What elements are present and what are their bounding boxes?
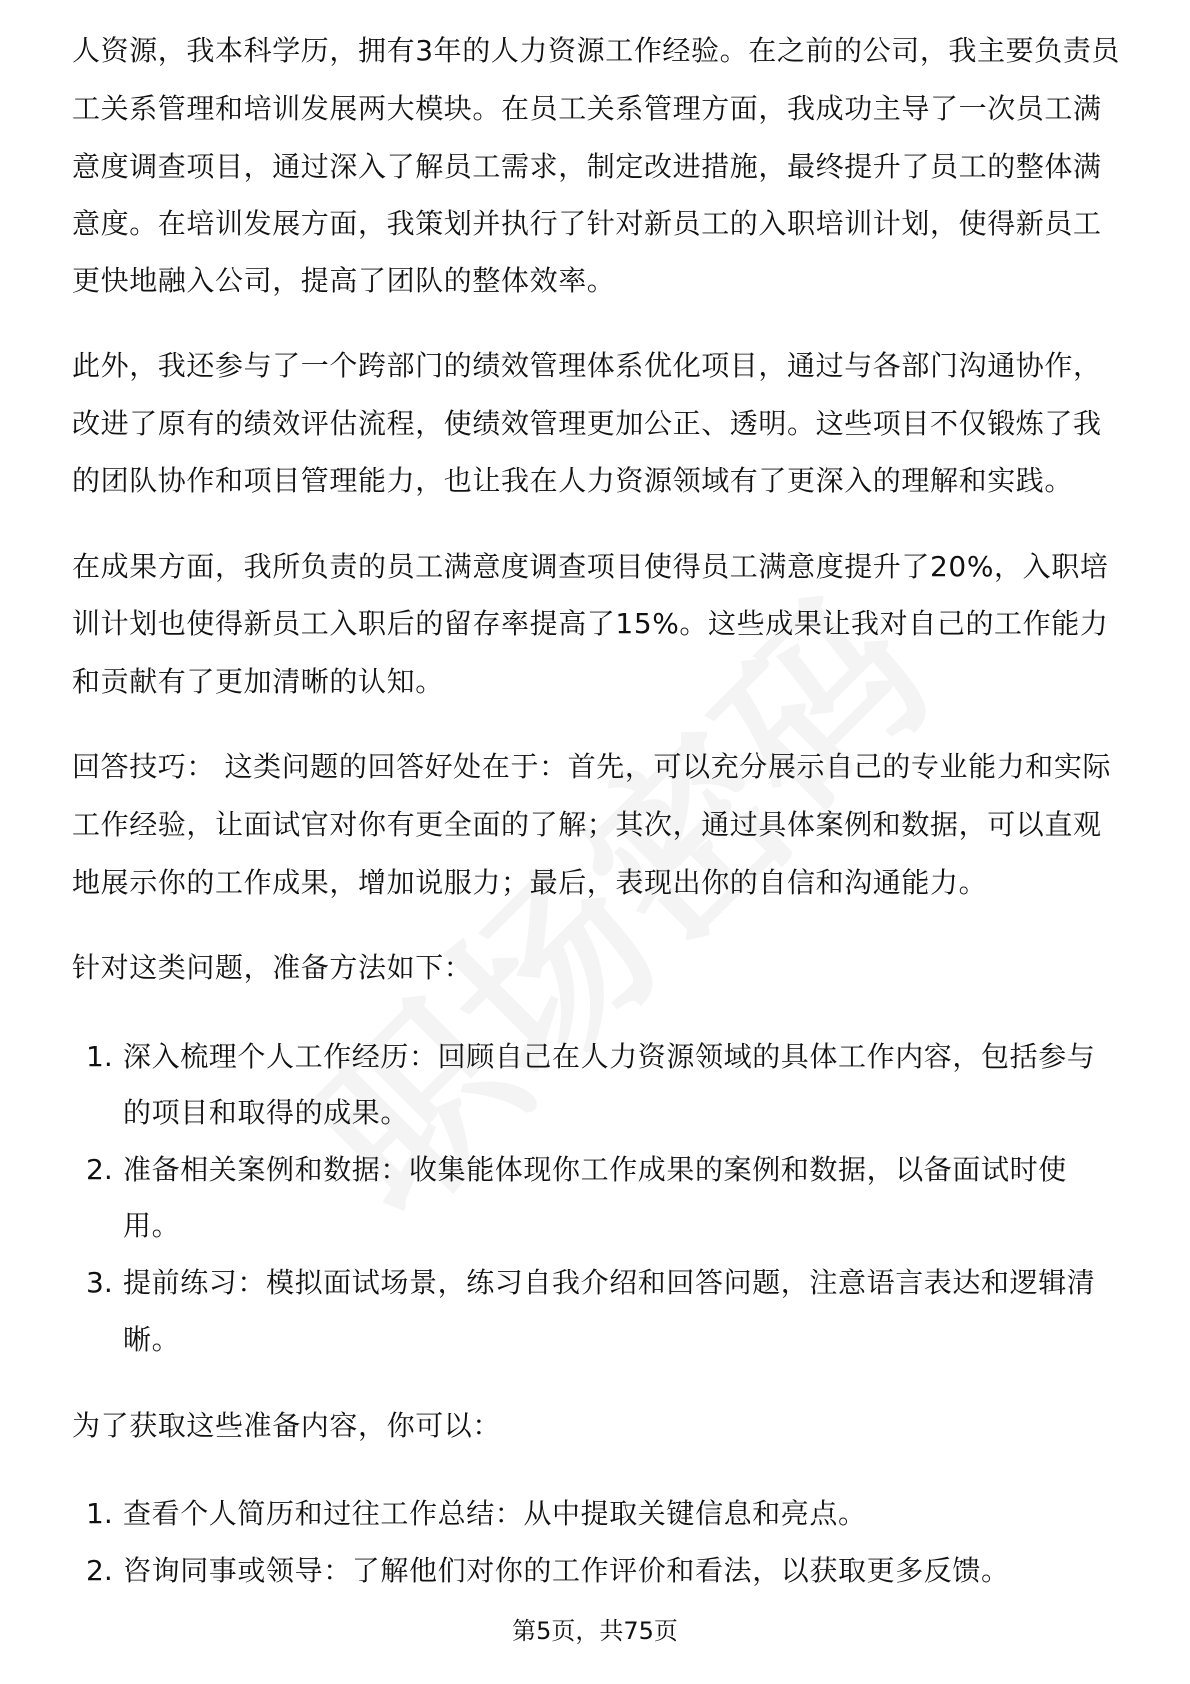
text-line: 更快地融入公司，提高了团队的整体效率。 [72, 264, 616, 297]
list-item-line: 查看个人简历和过往工作总结：从中提取关键信息和亮点。 [123, 1497, 867, 1530]
list-number: 2. [86, 1153, 113, 1186]
list-item-line: 的项目和取得的成果。 [123, 1096, 410, 1129]
text-line: 回答技巧： 这类问题的回答好处在于：首先，可以充分展示自己的专业能力和实际 [72, 750, 1112, 783]
list-number: 3. [86, 1266, 113, 1299]
list-number: 1. [86, 1497, 113, 1530]
page-footer: 第5页，共75页 [512, 1617, 678, 1645]
text-line: 改进了原有的绩效评估流程，使绩效管理更加公正、透明。这些项目不仅锻炼了我 [72, 407, 1102, 440]
text-line: 训计划也使得新员工入职后的留存率提高了15%。这些成果让我对自己的工作能力 [72, 607, 1109, 640]
text-line: 工关系管理和培训发展两大模块。在员工关系管理方面，我成功主导了一次员工满 [72, 92, 1102, 125]
list-item-line: 深入梳理个人工作经历：回顾自己在人力资源领域的具体工作内容，包括参与 [123, 1040, 1096, 1073]
list-item-line: 晰。 [123, 1323, 181, 1356]
text-line: 针对这类问题，准备方法如下： [72, 951, 473, 984]
text-line: 此外，我还参与了一个跨部门的绩效管理体系优化项目，通过与各部门沟通协作， [72, 349, 1102, 382]
text-line: 意度调查项目，通过深入了解员工需求，制定改进措施，最终提升了员工的整体满 [72, 150, 1102, 183]
text-line: 为了获取这些准备内容，你可以： [72, 1409, 502, 1442]
list-number: 2. [86, 1554, 113, 1587]
text-line: 人资源，我本科学历，拥有3年的人力资源工作经验。在之前的公司，我主要负责员 [72, 34, 1121, 67]
list-item-line: 提前练习：模拟面试场景，练习自我介绍和回答问题，注意语言表达和逻辑清 [123, 1266, 1096, 1299]
list-item-line: 用。 [123, 1209, 181, 1242]
text-line: 地展示你的工作成果，增加说服力；最后，表现出你的自信和沟通能力。 [72, 866, 988, 899]
list-number: 1. [86, 1040, 113, 1073]
list-item-line: 准备相关案例和数据：收集能体现你工作成果的案例和数据，以备面试时使 [123, 1153, 1067, 1186]
text-line: 意度。在培训发展方面，我策划并执行了针对新员工的入职培训计划，使得新员工 [72, 207, 1102, 240]
text-line: 的团队协作和项目管理能力，也让我在人力资源领域有了更深入的理解和实践。 [72, 464, 1074, 497]
list-item-line: 咨询同事或领导：了解他们对你的工作评价和看法，以获取更多反馈。 [123, 1554, 1010, 1587]
text-line: 和贡献有了更加清晰的认知。 [72, 665, 444, 698]
text-line: 工作经验，让面试官对你有更全面的了解；其次，通过具体案例和数据，可以直观 [72, 808, 1102, 841]
text-line: 在成果方面，我所负责的员工满意度调查项目使得员工满意度提升了20%，入职培 [72, 550, 1109, 583]
clipped-first-line [0, 34, 1190, 82]
